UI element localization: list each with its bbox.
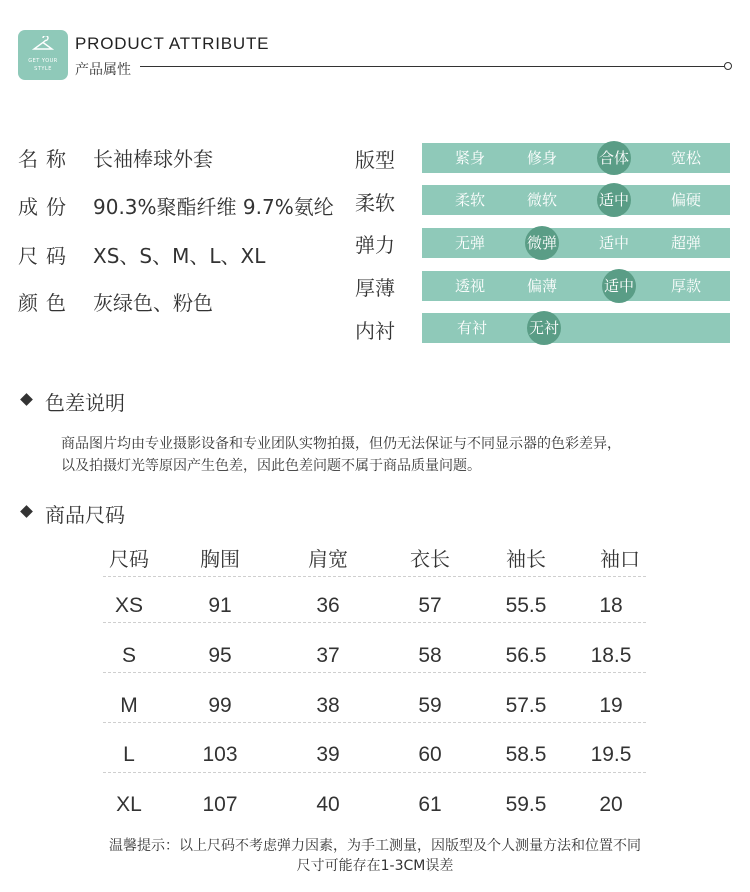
table-header-size: 尺码 — [109, 547, 149, 571]
attr-option: 偏薄 — [526, 277, 557, 295]
attr-label-thickness: 厚薄 — [355, 276, 395, 300]
attr-label-fit: 版型 — [355, 148, 395, 172]
attr-label-softness: 柔软 — [355, 191, 395, 215]
table-cell: XS — [114, 594, 143, 617]
table-header-shoulder: 肩宽 — [308, 547, 348, 571]
info-value-size: XS、S、M、L、XL — [93, 244, 266, 268]
attr-option: 厚款 — [670, 277, 701, 295]
attr-option: 修身 — [526, 149, 557, 167]
table-cell: S — [121, 644, 136, 667]
table-divider — [103, 622, 646, 623]
table-divider — [103, 772, 646, 773]
table-cell: 38 — [316, 694, 340, 717]
size-footnote-line2: 尺寸可能存在1-3CM误差 — [296, 858, 454, 874]
table-cell: 91 — [208, 594, 232, 617]
attr-option: 透视 — [454, 277, 485, 295]
table-header-cuff: 袖口 — [600, 547, 640, 571]
info-value-color: 灰绿色、粉色 — [93, 291, 213, 315]
info-label-name: 名称 — [18, 147, 74, 171]
color-note-line1: 商品图片均由专业摄影设备和专业团队实物拍摄，但仍无法保证与不同显示器的色彩差异， — [61, 436, 621, 452]
attr-option: 适中 — [598, 234, 629, 252]
info-label-color: 颜色 — [18, 291, 74, 315]
info-value-composition: 90.3%聚酯纤维 9.7%氨纶 — [93, 195, 334, 219]
table-cell: 40 — [316, 793, 340, 816]
attr-option: 微软 — [526, 191, 557, 209]
table-header-length: 衣长 — [410, 547, 450, 571]
table-divider — [103, 576, 646, 577]
table-divider — [103, 672, 646, 673]
attr-option-selected: 适中 — [603, 277, 634, 295]
logo-text-line2: STYLE — [34, 66, 52, 72]
attr-option: 紧身 — [454, 149, 485, 167]
table-cell: 107 — [202, 793, 238, 816]
table-cell: 36 — [316, 594, 340, 617]
table-header-sleeve: 袖长 — [506, 547, 546, 571]
attr-option-selected: 适中 — [598, 191, 629, 209]
attr-option: 宽松 — [670, 149, 701, 167]
table-cell: 59.5 — [505, 793, 547, 816]
table-header-chest: 胸围 — [200, 547, 240, 571]
table-cell: 20 — [599, 793, 623, 816]
attr-option: 超弹 — [670, 234, 701, 252]
table-cell: 59 — [418, 694, 442, 717]
color-note-line2: 以及拍摄灯光等原因产生色差，因此色差问题不属于商品质量问题。 — [61, 458, 481, 474]
table-cell: 95 — [208, 644, 232, 667]
table-cell: M — [120, 694, 138, 717]
info-label-composition: 成份 — [18, 195, 74, 219]
attr-option: 柔软 — [454, 191, 485, 209]
attr-label-elasticity: 弹力 — [355, 233, 395, 257]
attr-option: 无弹 — [454, 234, 485, 252]
table-cell: 57 — [418, 594, 442, 617]
attr-option-selected: 无衬 — [528, 319, 559, 337]
attr-option-selected: 微弹 — [526, 234, 557, 252]
table-cell: 61 — [418, 793, 442, 816]
table-cell: 55.5 — [505, 594, 547, 617]
table-divider — [103, 722, 646, 723]
table-cell: 58 — [418, 644, 442, 667]
section-title-en: PRODUCT ATTRIBUTE — [75, 34, 270, 53]
attr-option: 有衬 — [456, 319, 487, 337]
info-value-name: 长袖棒球外套 — [93, 147, 213, 171]
section-title-cn: 产品属性 — [75, 62, 131, 78]
size-footnote-line1: 温馨提示：以上尺码不考虑弹力因素，为手工测量，因版型及个人测量方法和位置不同 — [109, 838, 641, 854]
attr-option-selected: 合体 — [598, 149, 629, 167]
table-cell: XL — [116, 793, 142, 816]
table-cell: 18 — [599, 594, 623, 617]
size-section-title: 商品尺码 — [45, 503, 125, 527]
info-label-size: 尺码 — [18, 244, 74, 268]
logo-text-line1: GET YOUR — [28, 58, 58, 64]
attr-option: 偏硬 — [670, 191, 701, 209]
attr-label-lining: 内衬 — [355, 319, 395, 343]
table-cell: 99 — [208, 694, 232, 717]
table-cell: 19 — [599, 694, 623, 717]
table-cell: 60 — [418, 743, 442, 766]
table-cell: 39 — [316, 743, 340, 766]
table-cell: 19.5 — [590, 743, 632, 766]
table-cell: 103 — [202, 743, 238, 766]
table-cell: 58.5 — [505, 743, 547, 766]
table-cell: 56.5 — [505, 644, 547, 667]
table-cell: L — [123, 743, 135, 766]
table-cell: 18.5 — [590, 644, 632, 667]
table-cell: 37 — [316, 644, 340, 667]
color-note-title: 色差说明 — [45, 391, 125, 415]
table-cell: 57.5 — [505, 694, 547, 717]
